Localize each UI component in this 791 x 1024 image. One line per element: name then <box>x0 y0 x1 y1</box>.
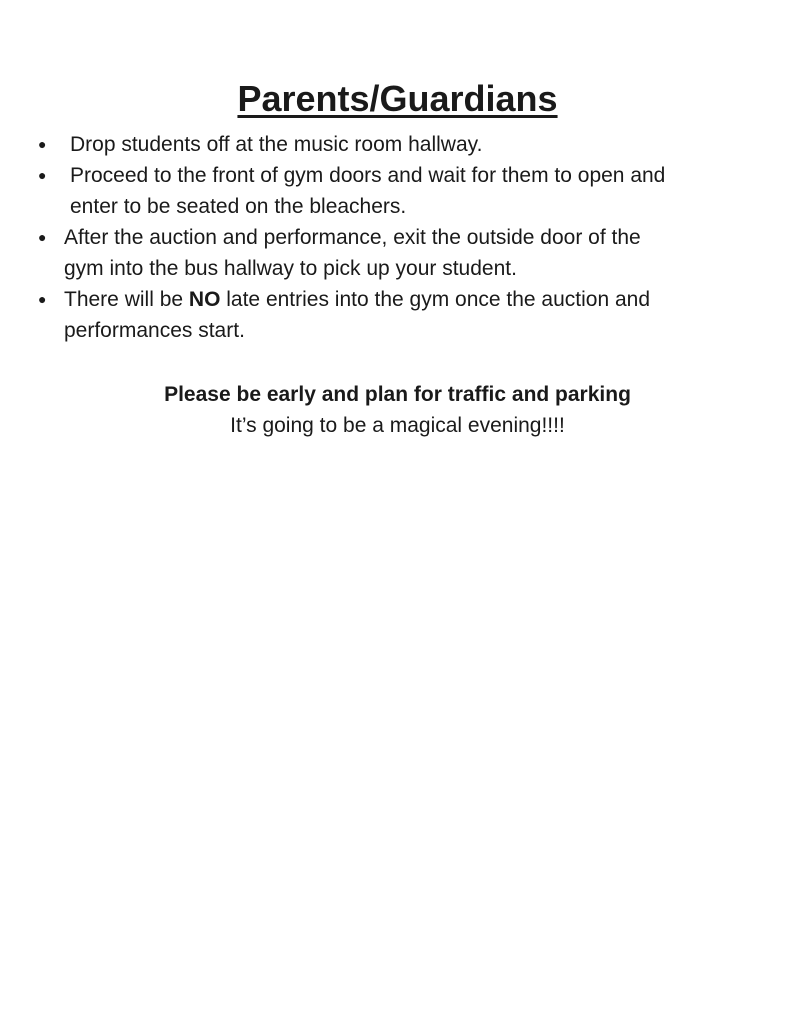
bullet-text-block <box>64 222 757 284</box>
bullet-line: enter to be seated on the bleachers. <box>70 195 407 218</box>
bullet-item-no-late-entries <box>38 284 757 346</box>
page-title: Parents/Guardians <box>237 78 558 119</box>
bullet-text-block <box>64 160 757 222</box>
bullet-item-pickup <box>38 222 757 284</box>
bullet-icon: ● <box>38 229 47 245</box>
bullet-text-block <box>64 284 757 346</box>
bullet-icon: ● <box>38 291 47 307</box>
magical-evening-note: It’s going to be a magical evening!!!! <box>230 414 565 437</box>
traffic-note: Please be early and plan for traffic and parking <box>164 383 631 406</box>
bullet-line: After the auction and performance, exit the outside door of the <box>64 226 641 249</box>
bullet-line: Drop students off at the music room hallway. <box>70 133 483 156</box>
bullet-text-segment-bold: NO <box>188 288 221 311</box>
bullet-text-block <box>64 129 757 160</box>
closing-note <box>38 379 757 441</box>
bullet-list <box>38 129 757 346</box>
bullet-item-gym-doors <box>38 160 757 222</box>
bullet-text-segment: late entries into the gym once the auction and <box>226 288 651 311</box>
bullet-line: performances start. <box>64 319 245 342</box>
bullet-item-dropoff <box>38 129 757 160</box>
bullet-icon: ● <box>38 167 47 183</box>
bullet-text-segment: There will be <box>64 288 184 311</box>
bullet-icon: ● <box>38 136 47 152</box>
bullet-line: Proceed to the front of gym doors and wait for them to open and <box>70 164 666 187</box>
bullet-line: gym into the bus hallway to pick up your student. <box>64 257 517 280</box>
bullet-line <box>64 284 757 315</box>
